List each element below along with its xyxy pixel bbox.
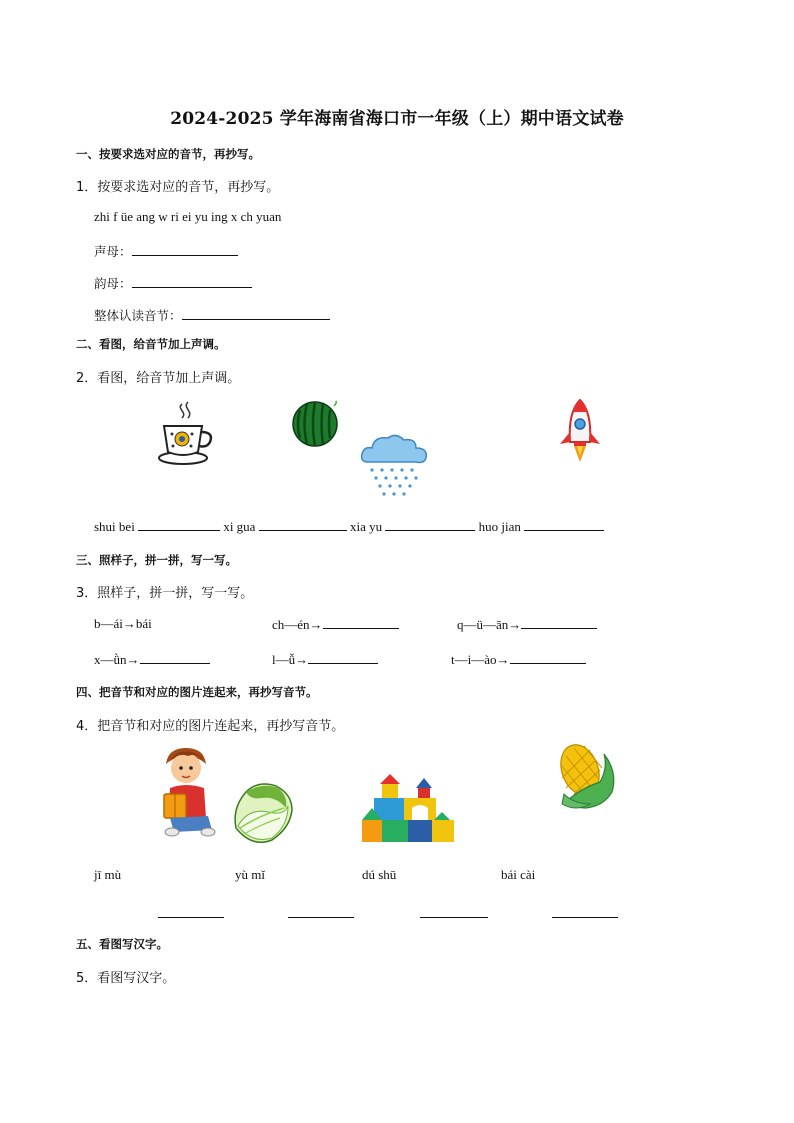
item-chen bbox=[272, 616, 399, 633]
label-du-shu: dú shū bbox=[362, 867, 397, 882]
blank-chen[interactable] bbox=[323, 616, 399, 629]
shengmu-blank[interactable] bbox=[132, 243, 238, 256]
item-quan-label: q—ü—ān→ bbox=[457, 617, 522, 632]
blank-2[interactable] bbox=[288, 905, 354, 918]
shengmu-label: 声母： bbox=[94, 244, 132, 259]
item-chen-label: ch—én→ bbox=[272, 617, 323, 632]
reading-boy-icon bbox=[158, 746, 216, 838]
item-xun-label: x—ǜn→ bbox=[94, 652, 140, 667]
item-lv-label: l—ǚ→ bbox=[272, 652, 309, 667]
blank-xi-gua[interactable] bbox=[259, 518, 347, 531]
answer-blanks bbox=[158, 903, 618, 922]
label-yu-mi: yù mǐ bbox=[235, 867, 265, 882]
blank-4[interactable] bbox=[552, 905, 618, 918]
cabbage-icon bbox=[228, 778, 298, 848]
section-5-heading: 五、看图写汉字。 bbox=[76, 937, 168, 951]
shengmu-row bbox=[94, 241, 238, 260]
question-2: 2．看图，给音节加上声调。 bbox=[76, 371, 241, 386]
label-xi-gua: xi gua bbox=[223, 519, 256, 534]
question-3: 3．照样子，拼一拼，写一写。 bbox=[76, 586, 254, 601]
watermelon-icon bbox=[290, 398, 340, 448]
zhengti-label: 整体认读音节： bbox=[94, 308, 182, 323]
blank-huo-jian[interactable] bbox=[524, 518, 604, 531]
teacup-icon bbox=[156, 400, 216, 468]
item-xun bbox=[94, 651, 210, 668]
yunmu-label: 韵母： bbox=[94, 276, 132, 291]
yunmu-row bbox=[94, 273, 252, 292]
label-ji-mu: jī mù bbox=[94, 867, 122, 882]
label-bai-cai: bái cài bbox=[501, 867, 536, 882]
zhengti-blank[interactable] bbox=[182, 307, 330, 320]
question-1: 1．按要求选对应的音节，再抄写。 bbox=[76, 180, 280, 195]
rain-cloud-icon bbox=[358, 430, 430, 500]
item-tiao bbox=[451, 651, 586, 668]
blank-xun[interactable] bbox=[140, 651, 210, 664]
section-3-heading: 三、照样子，拼一拼，写一写。 bbox=[76, 553, 237, 567]
blank-tiao[interactable] bbox=[510, 651, 586, 664]
rocket-icon bbox=[556, 398, 604, 466]
blank-quan[interactable] bbox=[521, 616, 597, 629]
blank-xia-yu[interactable] bbox=[385, 518, 475, 531]
syllable-list: zhi f üe ang w ri ei yu ing x ch yuan bbox=[94, 209, 282, 224]
item-lv bbox=[272, 651, 378, 668]
example-bai: b—ái→bái bbox=[94, 616, 152, 631]
corn-icon bbox=[556, 742, 620, 814]
s2-row bbox=[94, 518, 604, 535]
section-1-heading: 一、按要求选对应的音节，再抄写。 bbox=[76, 147, 260, 161]
item-tiao-label: t—i—ào→ bbox=[451, 652, 510, 667]
zhengti-row bbox=[94, 305, 330, 324]
toy-blocks-icon bbox=[360, 774, 456, 850]
blank-1[interactable] bbox=[158, 905, 224, 918]
blank-lv[interactable] bbox=[308, 651, 378, 664]
label-xia-yu: xia yu bbox=[349, 519, 383, 534]
section-4-heading: 四、把音节和对应的图片连起来，再抄写音节。 bbox=[76, 685, 318, 699]
question-5: 5．看图写汉字。 bbox=[76, 971, 176, 986]
page-title: 2024-2025 学年海南省海口市一年级（上）期中语文试卷 bbox=[170, 109, 624, 129]
yunmu-blank[interactable] bbox=[132, 275, 252, 288]
label-shui-bei: shui bei bbox=[94, 519, 135, 534]
item-quan bbox=[457, 616, 597, 633]
section-2-heading: 二、看图，给音节加上声调。 bbox=[76, 337, 226, 351]
blank-shui-bei[interactable] bbox=[138, 518, 220, 531]
question-4: 4．把音节和对应的图片连起来，再抄写音节。 bbox=[76, 719, 345, 734]
label-huo-jian: huo jian bbox=[478, 519, 521, 534]
blank-3[interactable] bbox=[420, 905, 488, 918]
